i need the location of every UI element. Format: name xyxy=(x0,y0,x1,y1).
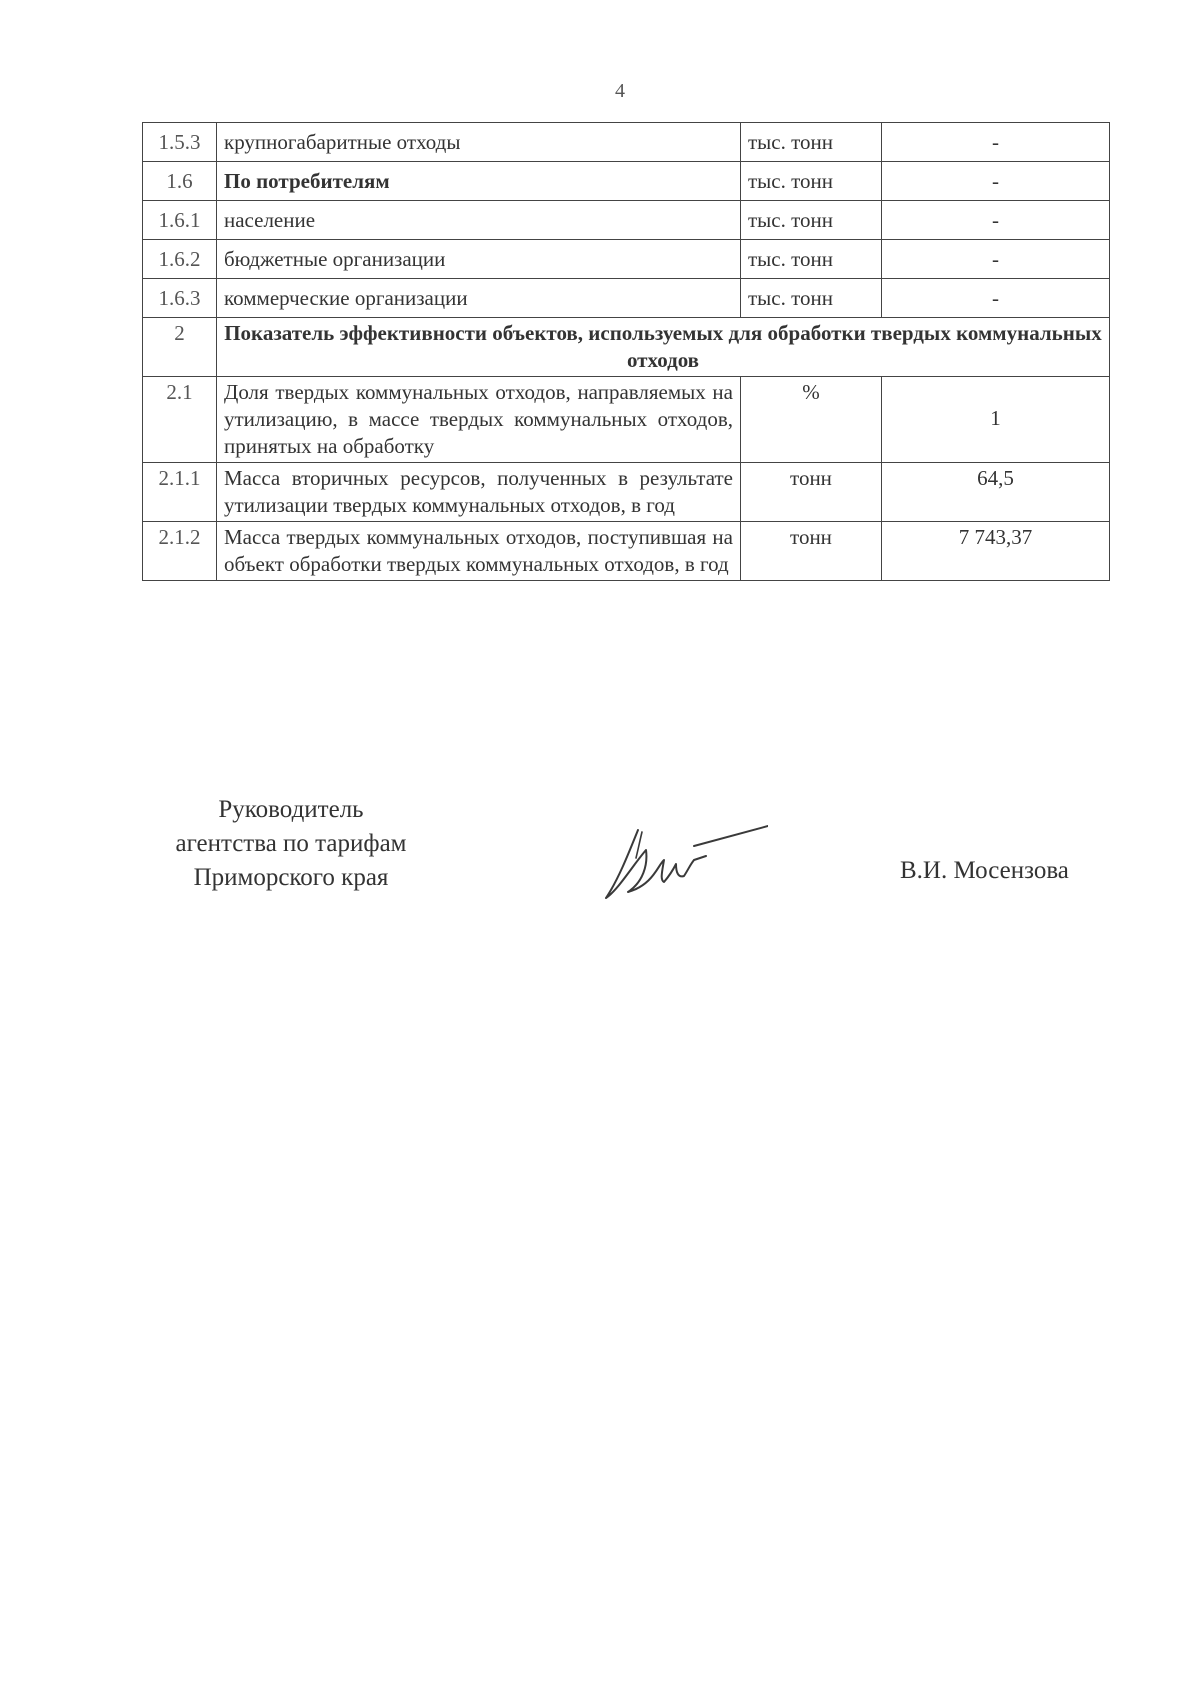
section-title: Показатель эффективности объектов, используемых для обработки твердых коммунальных отходов xyxy=(217,318,1110,377)
section-row xyxy=(143,318,1110,377)
row-number: 1.6.2 xyxy=(143,240,217,279)
signatory-title xyxy=(146,793,436,895)
row-name: Масса твердых коммунальных отходов, поступившая на объект обработки твердых коммунальных отходов, в год xyxy=(217,522,741,581)
row-name: Доля твердых коммунальных отходов, направляемых на утилизацию, в массе твердых коммунальных отходов, принятых на обработку xyxy=(217,377,741,463)
row-unit: тонн xyxy=(741,522,882,581)
row-number: 1.6.1 xyxy=(143,201,217,240)
table-row xyxy=(143,240,1110,279)
row-unit: тыс. тонн xyxy=(741,279,882,318)
row-value: - xyxy=(882,162,1110,201)
row-number: 2.1.2 xyxy=(143,522,217,581)
row-name: крупногабаритные отходы xyxy=(217,123,741,162)
row-value: - xyxy=(882,240,1110,279)
row-unit: тонн xyxy=(741,463,882,522)
row-number: 2.1.1 xyxy=(143,463,217,522)
row-number: 1.6 xyxy=(143,162,217,201)
indicators-table xyxy=(142,122,1110,581)
table-row xyxy=(143,463,1110,522)
row-value: 1 xyxy=(990,406,1001,430)
row-unit: тыс. тонн xyxy=(741,201,882,240)
row-value: - xyxy=(882,201,1110,240)
table-row xyxy=(143,201,1110,240)
row-value: 64,5 xyxy=(882,463,1110,522)
row-name: население xyxy=(217,201,741,240)
row-name: бюджетные организации xyxy=(217,240,741,279)
row-number: 2.1 xyxy=(143,377,217,463)
row-value: - xyxy=(882,279,1110,318)
table-row xyxy=(143,279,1110,318)
handwritten-signature xyxy=(598,810,768,910)
signatory-title-line: Руководитель xyxy=(218,796,364,823)
row-name: По потребителям xyxy=(217,162,741,201)
section-number: 2 xyxy=(143,318,217,377)
table-row xyxy=(143,522,1110,581)
row-name: Масса вторичных ресурсов, полученных в результате утилизации твердых коммунальных отходов, в год xyxy=(217,463,741,522)
table-row xyxy=(143,123,1110,162)
row-unit: % xyxy=(741,377,882,463)
row-number: 1.6.3 xyxy=(143,279,217,318)
row-unit: тыс. тонн xyxy=(741,240,882,279)
page-number: 4 xyxy=(615,80,625,102)
row-value: 7 743,37 xyxy=(882,522,1110,581)
row-name: коммерческие организации xyxy=(217,279,741,318)
row-unit: тыс. тонн xyxy=(741,162,882,201)
row-unit: тыс. тонн xyxy=(741,123,882,162)
signatory-name: В.И. Мосензова xyxy=(900,857,1069,884)
table-row xyxy=(143,377,1110,463)
table-row xyxy=(143,162,1110,201)
signatory-title-line: Приморского края xyxy=(193,864,389,891)
row-number: 1.5.3 xyxy=(143,123,217,162)
signatory-title-line: агентства по тарифам xyxy=(175,830,407,857)
row-value: - xyxy=(882,123,1110,162)
